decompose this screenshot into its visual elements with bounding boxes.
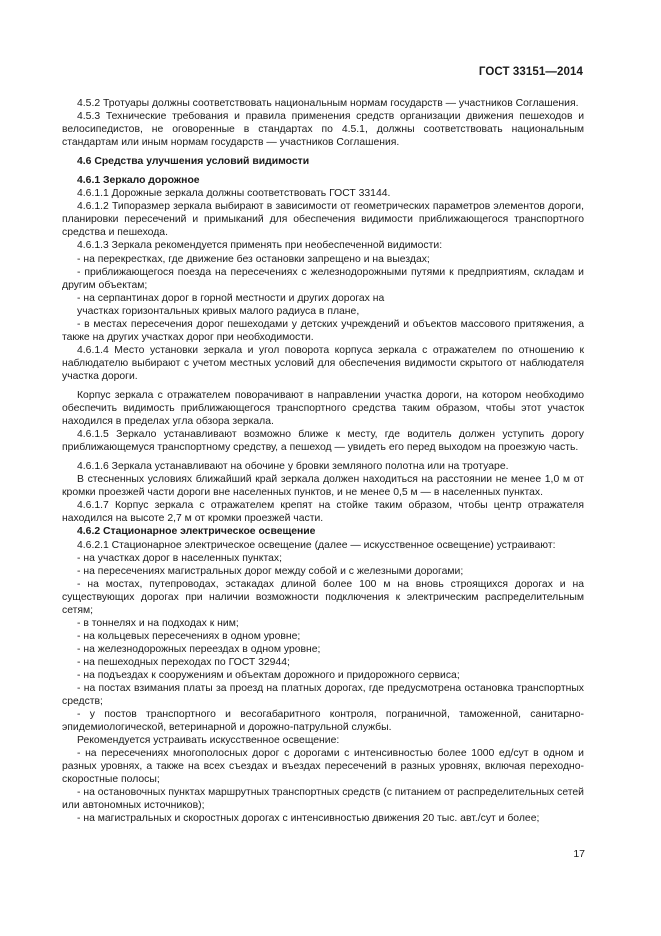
list-item: - в местах пересечения дорог пешеходами у детских учреждений и объектов массового притяжения, а также на других участках дорог при необходимости. <box>62 318 584 343</box>
paragraph: 4.5.3 Технические требования и правила применения средств организации движения пешеходов и велосипедистов, не оговоренные в стандартах по 4.5.1, должны соответствовать национальным стандартам или иным нормам государств — участников Соглашения. <box>62 111 584 149</box>
paragraph: 4.6.2.1 Стационарное электрическое освещение (далее — искусственное освещение) устраивают: <box>77 539 556 551</box>
page-number: 17 <box>573 848 585 860</box>
list-item-continuation: участках горизонтальных кривых малого радиуса в плане, <box>77 305 360 317</box>
list-item: - на остановочных пунктах маршрутных транспортных средств (с питанием от распределительных сетей или автономных источников); <box>62 787 584 812</box>
list-item: - в тоннелях и на подходах к ним; <box>77 617 239 629</box>
list-item: - на перекрестках, где движение без остановки запрещено и на выездах; <box>77 253 430 265</box>
paragraph: 4.6.1.2 Типоразмер зеркала выбирают в зависимости от геометрических параметров элементов дороги, планировки пересечений и примыканий для обеспечения видимости приближающегося транспортного средства и пешехода. <box>62 201 584 239</box>
subsection-heading: 4.6.1 Зеркало дорожное <box>77 175 200 187</box>
list-item: - на серпантинах дорог в горной местности и других дорогах на <box>77 292 385 304</box>
paragraph: 4.6.1.3 Зеркала рекомендуется применять при необеспеченной видимости: <box>77 240 443 252</box>
document-header: ГОСТ 33151—2014 <box>478 66 583 78</box>
list-item: - на пересечениях магистральных дорог между собой и с железными дорогами; <box>77 565 464 577</box>
list-item: - на мостах, путепроводах, эстакадах длиной более 100 м на вновь строящихся дорогах и на существующих дорогах при наличии возможности подключения к электрическим распределительным сетям; <box>62 578 584 616</box>
list-item: - на пешеходных переходах по ГОСТ 32944; <box>77 656 290 668</box>
subsection-heading: 4.6.2 Стационарное электрическое освещение <box>77 526 316 538</box>
paragraph: В стесненных условиях ближайший край зеркала должен находиться на расстоянии не менее 1,0 м от кромки проезжей части дороги вне населенных пунктов, и не менее 0,5 м — в населенных пунктах. <box>62 474 584 499</box>
list-item: - на постах взимания платы за проезд на платных дорогах, где предусмотрена остановка транспортных средств; <box>62 683 584 708</box>
paragraph: Корпус зеркала с отражателем поворачивают в направлении участка дороги, на котором необходимо обеспечить видимость приближающегося транспортного средства таким образом, чтобы этот участок находился в пределах угла обзора зеркала. <box>62 389 584 428</box>
list-item: - на подъездах к сооружениям и объектам дорожного и придорожного сервиса; <box>77 669 460 681</box>
list-item: - на участках дорог в населенных пунктах; <box>77 552 282 564</box>
paragraph: 4.5.2 Тротуары должны соответствовать национальным нормам государств — участников Соглашения. <box>77 98 579 109</box>
paragraph: 4.6.1.1 Дорожные зеркала должны соответствовать ГОСТ 33144. <box>77 188 391 200</box>
paragraph: 4.6.1.7 Корпус зеркала с отражателем крепят на стойке таким образом, чтобы центр отражателя находился на высоте 2,7 м от кромки проезжей части. <box>62 500 584 525</box>
list-item: - на магистральных и скоростных дорогах с интенсивностью движения 20 тыс. авт./сут и более; <box>77 813 540 825</box>
list-item: - приближающегося поезда на пересечениях с железнодорожными путями к предприятиям, складам и другим объектам; <box>62 266 584 291</box>
list-item: - у постов транспортного и весогабаритного контроля, пограничной, таможенной, санитарно-эпидемиологической, ветеринарной и дорожно-патрульной службы. <box>62 709 584 734</box>
paragraph: 4.6.1.6 Зеркала устанавливают на обочине у бровки земляного полотна или на тротуаре. <box>77 461 509 473</box>
list-item: - на железнодорожных переездах в одном уровне; <box>77 643 321 655</box>
list-item: - на кольцевых пересечениях в одном уровне; <box>77 630 301 642</box>
paragraph: 4.6.1.5 Зеркало устанавливают возможно ближе к месту, где водитель должен уступить дорогу приближающемуся транспортному средству, а пешеход — увидеть его перед выходом на проезжую часть. <box>62 429 584 454</box>
list-item: - на пересечениях многополосных дорог с дорогами с интенсивностью более 1000 ед/сут в одном и разных уровнях, а также на всех съездах и въездах пересечений в разных уровнях, включая переходно-скоростные полосы; <box>62 748 584 786</box>
paragraph: 4.6.1.4 Место установки зеркала и угол поворота корпуса зеркала с отражателем по отношению к наблюдателю выбирают с учетом местных условий для обеспечения видимости скрытого от наблюдателя участка дороги. <box>62 344 584 382</box>
document-body <box>62 97 584 826</box>
section-heading: 4.6 Средства улучшения условий видимости <box>77 156 310 168</box>
paragraph: Рекомендуется устраивать искусственное освещение: <box>77 735 340 747</box>
